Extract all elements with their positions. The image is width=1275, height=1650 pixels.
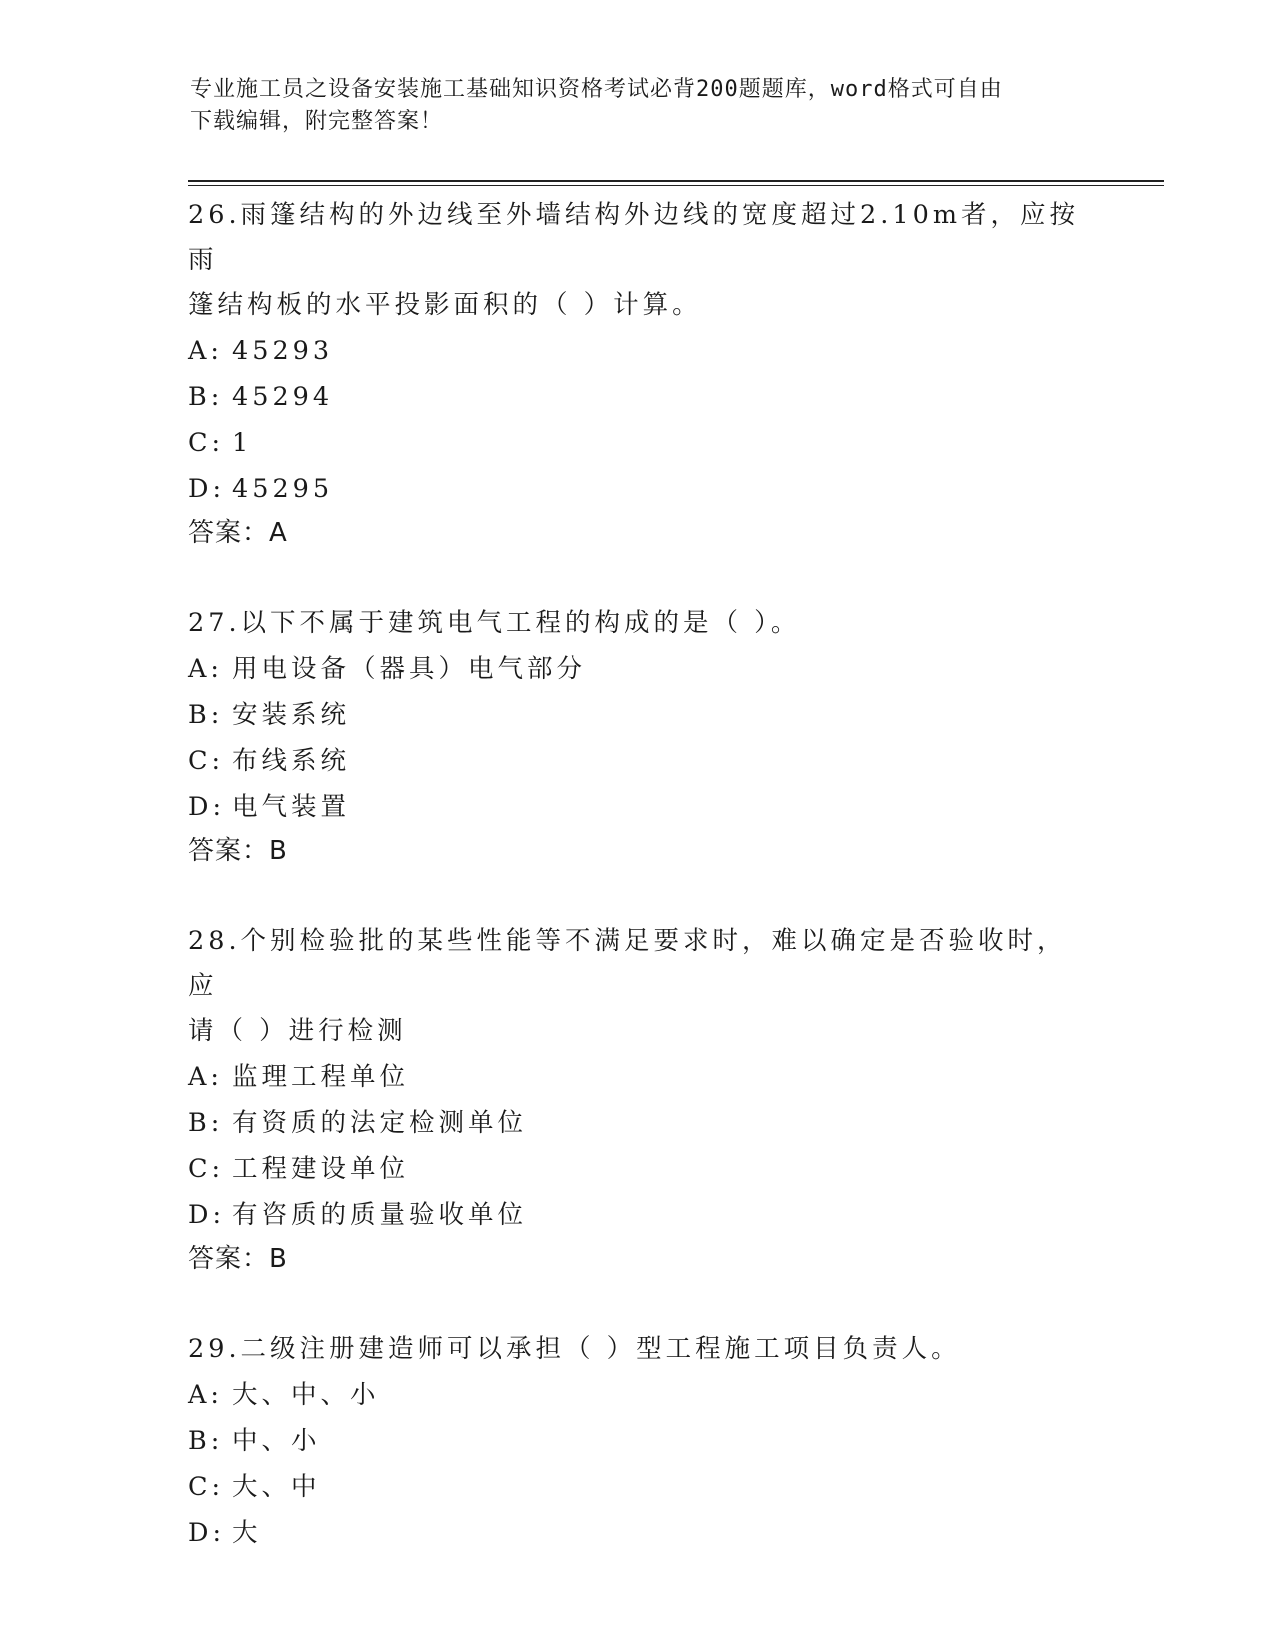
option-label: B:	[188, 382, 224, 412]
question-29	[188, 1325, 1088, 1556]
answer-line: 答案：B	[188, 1244, 288, 1274]
option-text: 电气装置	[232, 792, 351, 822]
option-d	[188, 1510, 1088, 1556]
option-label: C:	[188, 1154, 225, 1184]
question-28	[188, 917, 1088, 1281]
option-label: D:	[188, 1200, 226, 1230]
option-b	[188, 1418, 1088, 1464]
option-text: 大	[232, 1518, 262, 1548]
option-d	[188, 784, 1088, 830]
question-stem	[188, 599, 1088, 646]
option-text: 45294	[232, 382, 334, 412]
option-label: D:	[188, 792, 226, 822]
question-list	[188, 191, 1088, 1600]
option-label: D:	[188, 1518, 226, 1548]
option-label: A:	[188, 1062, 224, 1092]
option-label: A:	[188, 1380, 224, 1410]
document-header	[190, 74, 1090, 138]
question-stem-line: 篷结构板的水平投影面积的（ ）计算。	[188, 290, 702, 320]
option-text: 安装系统	[232, 700, 351, 730]
option-label: C:	[188, 746, 225, 776]
question-stem	[188, 917, 1088, 1054]
question-26	[188, 191, 1088, 555]
option-text: 大、中	[232, 1472, 321, 1502]
option-label: D:	[188, 474, 226, 504]
option-d	[188, 1192, 1088, 1238]
question-stem-line: 26.雨篷结构的外边线至外墙结构外边线的宽度超过2.10m者，应按雨	[188, 200, 1080, 275]
question-stem-line: 28.个别检验批的某些性能等不满足要求时，难以确定是否验收时，应	[188, 926, 1067, 1001]
option-text: 1	[232, 428, 253, 458]
question-27	[188, 599, 1088, 873]
option-a	[188, 1054, 1088, 1100]
option-label: B:	[188, 1108, 224, 1138]
option-text: 大、中、小	[232, 1380, 380, 1410]
option-text: 工程建设单位	[232, 1154, 410, 1184]
header-divider-thin	[188, 185, 1164, 186]
header-divider-thick	[188, 180, 1164, 182]
question-stem-line: 27.以下不属于建筑电气工程的构成的是（ ）。	[188, 608, 801, 638]
option-text: 45293	[232, 336, 334, 366]
option-b	[188, 1100, 1088, 1146]
option-label: C:	[188, 1472, 225, 1502]
option-c	[188, 420, 1088, 466]
option-text: 有资质的法定检测单位	[232, 1108, 528, 1138]
option-label: C:	[188, 428, 225, 458]
question-stem-line: 请（ ）进行检测	[188, 1016, 407, 1046]
option-c	[188, 1146, 1088, 1192]
option-text: 中、小	[232, 1426, 321, 1456]
option-text: 布线系统	[232, 746, 351, 776]
option-b	[188, 374, 1088, 420]
answer-line: 答案：B	[188, 836, 288, 866]
option-label: A:	[188, 654, 224, 684]
option-a	[188, 646, 1088, 692]
option-text: 监理工程单位	[232, 1062, 410, 1092]
question-stem	[188, 191, 1088, 328]
option-text: 用电设备（器具）电气部分	[232, 654, 587, 684]
option-text: 45295	[232, 474, 334, 504]
header-line-1: 专业施工员之设备安装施工基础知识资格考试必背200题题库，word格式可自由	[190, 77, 1003, 102]
question-stem-line: 29.二级注册建造师可以承担（ ）型工程施工项目负责人。	[188, 1334, 961, 1364]
answer-line: 答案：A	[188, 518, 288, 548]
option-text: 有咨质的质量验收单位	[232, 1200, 528, 1230]
option-a	[188, 1372, 1088, 1418]
option-c	[188, 738, 1088, 784]
option-c	[188, 1464, 1088, 1510]
question-stem	[188, 1325, 1088, 1372]
header-line-2: 下载编辑，附完整答案！	[190, 109, 444, 134]
option-label: B:	[188, 700, 224, 730]
option-label: A:	[188, 336, 224, 366]
option-label: B:	[188, 1426, 224, 1456]
option-d	[188, 466, 1088, 512]
option-b	[188, 692, 1088, 738]
option-a	[188, 328, 1088, 374]
